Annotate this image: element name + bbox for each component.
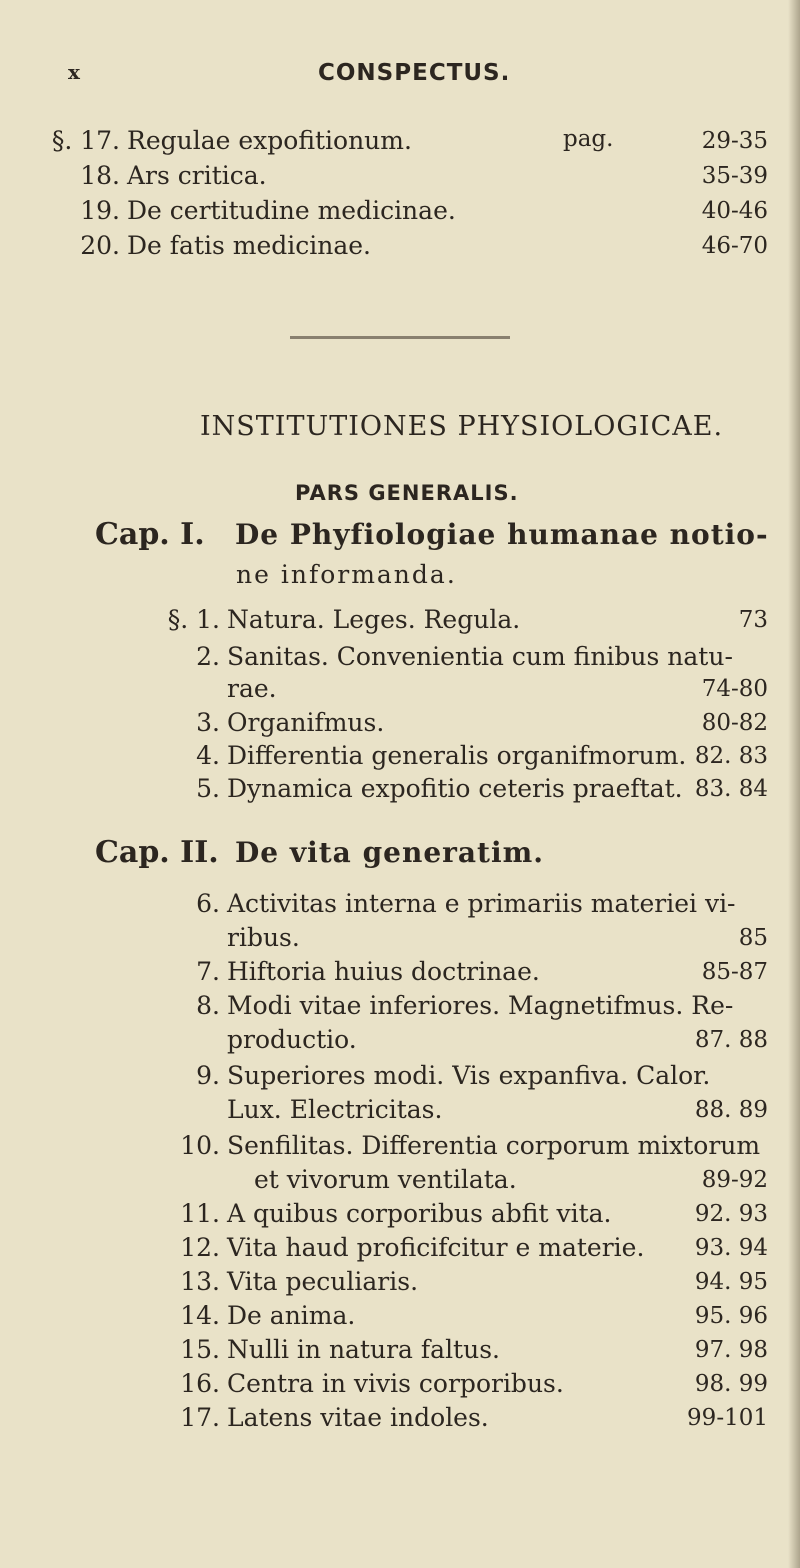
entry-text: Nulli in natura faltus. xyxy=(227,1335,500,1364)
pars-title: PARS GENERALIS. xyxy=(295,481,519,505)
chapter-title: De vita generatim. xyxy=(235,836,544,869)
entry-text: Superiores modi. Vis expanfiva. Calor. xyxy=(227,1061,711,1090)
entry-text-continued: et vivorum ventilata. xyxy=(254,1165,517,1194)
entry-text: Vita haud proficifcitur e materie. xyxy=(227,1233,645,1262)
entry-text: Ars critica. xyxy=(127,161,267,190)
entry-text: Sanitas. Convenientia cum finibus natu- xyxy=(227,642,733,671)
entry-number: 17. xyxy=(180,1403,220,1432)
entry-text: Dynamica expofitio ceteris praeftat. xyxy=(227,774,683,803)
entry-pages: 97. 98 xyxy=(694,1337,768,1363)
page-header-title: CONSPECTUS. xyxy=(318,60,511,86)
entry-pages: 98. 99 xyxy=(694,1371,768,1397)
entry-pages: 82. 83 xyxy=(694,743,768,769)
entry-number: 13. xyxy=(180,1267,220,1296)
entry-number: 7. xyxy=(196,957,220,986)
entry-text-continued: productio. xyxy=(227,1025,357,1054)
entry-pages: 73 xyxy=(738,607,768,633)
entry-pages: 89-92 xyxy=(701,1167,768,1193)
entry-pages: 92. 93 xyxy=(694,1201,768,1227)
entry-text: Senfilitas. Differentia corporum mixtorum xyxy=(227,1131,761,1160)
entry-text: Differentia generalis organifmorum. xyxy=(227,741,687,770)
entry-number: 8. xyxy=(196,991,220,1020)
entry-number: 20. xyxy=(80,231,120,260)
page-edge-shadow xyxy=(788,0,800,1568)
entry-number: 6. xyxy=(196,889,220,918)
chapter-label: Cap. II. xyxy=(95,835,219,870)
entry-number: 11. xyxy=(180,1199,220,1228)
entry-text: Regulae expofitionum. xyxy=(127,126,412,155)
entry-text: De certitudine medicinae. xyxy=(127,196,456,225)
entry-text: Vita peculiaris. xyxy=(227,1267,419,1296)
entry-number: 10. xyxy=(180,1131,220,1160)
entry-pages: 85-87 xyxy=(701,959,768,985)
section-divider xyxy=(290,336,510,339)
entry-pages: 29-35 xyxy=(701,128,768,154)
entry-pages: 87. 88 xyxy=(694,1027,768,1053)
entry-pages: 40-46 xyxy=(701,198,768,224)
entry-pages: 83. 84 xyxy=(694,776,768,802)
entry-pages: 88. 89 xyxy=(694,1097,768,1123)
entry-pages: 74-80 xyxy=(701,676,768,702)
chapter-title: De Phyfiologiae humanae notio- xyxy=(235,518,769,551)
entry-text: Latens vitae indoles. xyxy=(227,1403,489,1432)
entry-text: Activitas interna e primariis materiei vi- xyxy=(227,889,736,918)
entry-pages: 85 xyxy=(738,925,768,951)
entry-text: Organifmus. xyxy=(227,708,385,737)
entry-text: Natura. Leges. Regula. xyxy=(227,605,521,634)
entry-text: Modi vitae inferiores. Magnetifmus. Re- xyxy=(227,991,734,1020)
entry-number: 3. xyxy=(196,708,220,737)
entry-text: Hiftoria huius doctrinae. xyxy=(227,957,540,986)
entry-number: §. 17. xyxy=(51,126,120,155)
entry-number: 18. xyxy=(80,161,120,190)
entry-pages: 46-70 xyxy=(701,233,768,259)
entry-number: 4. xyxy=(196,741,220,770)
entry-number: 14. xyxy=(180,1301,220,1330)
entry-text: De fatis medicinae. xyxy=(127,231,372,260)
entry-pages: 35-39 xyxy=(701,163,768,189)
entry-number: 2. xyxy=(196,642,220,671)
entry-pages: 95. 96 xyxy=(694,1303,768,1329)
entry-number: 16. xyxy=(180,1369,220,1398)
entry-text-continued: ribus. xyxy=(227,923,300,952)
entry-pages: 93. 94 xyxy=(694,1235,768,1261)
chapter-label: Cap. I. xyxy=(95,517,205,552)
entry-pages: 80-82 xyxy=(701,710,768,736)
entry-number: 9. xyxy=(196,1061,220,1090)
entry-number: 12. xyxy=(180,1233,220,1262)
page-mark: x xyxy=(68,60,80,84)
entry-pages: 99-101 xyxy=(687,1405,768,1431)
entry-number: §. 1. xyxy=(167,605,220,634)
entry-number: 5. xyxy=(196,774,220,803)
entry-number: 19. xyxy=(80,196,120,225)
pag-label: pag. xyxy=(563,126,614,152)
chapter-title-continued: ne informanda. xyxy=(236,560,457,589)
entry-text: A quibus corporibus abfit vita. xyxy=(227,1199,612,1228)
entry-pages: 94. 95 xyxy=(694,1269,768,1295)
entry-text-continued: Lux. Electricitas. xyxy=(227,1095,443,1124)
entry-text-continued: rae. xyxy=(227,674,277,703)
entry-text: De anima. xyxy=(227,1301,356,1330)
entry-text: Centra in vivis corporibus. xyxy=(227,1369,564,1398)
entry-number: 15. xyxy=(180,1335,220,1364)
section-title: INSTITUTIONES PHYSIOLOGICAE. xyxy=(200,411,724,442)
